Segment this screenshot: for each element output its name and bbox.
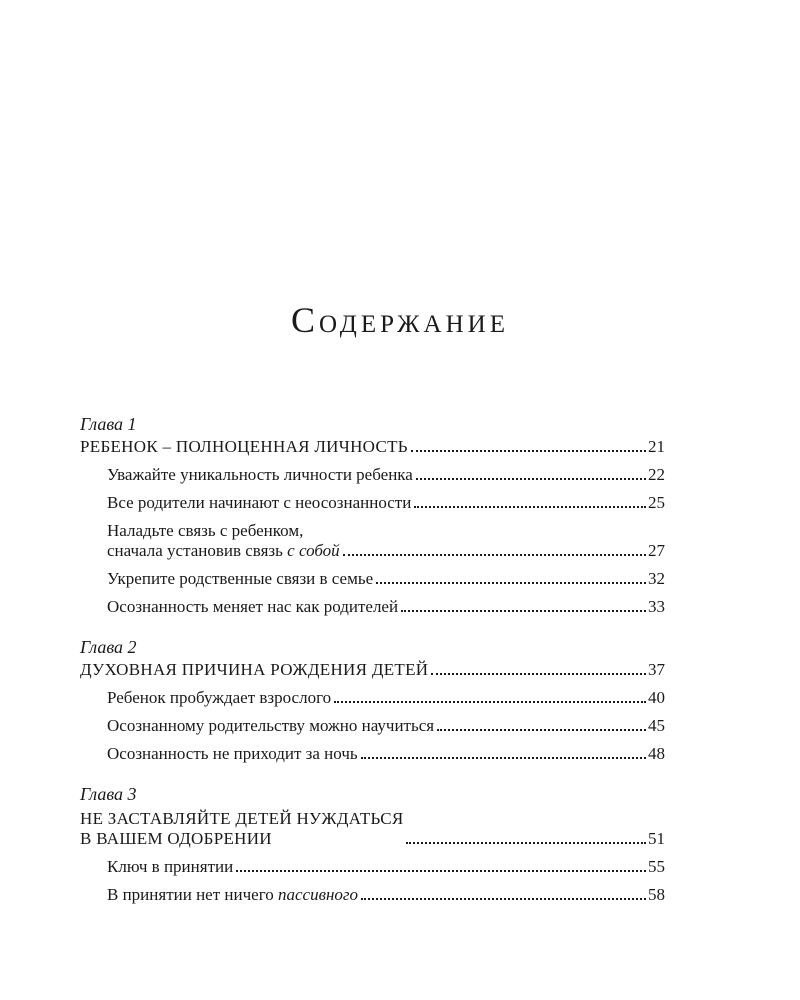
chapter-heading: Глава 2: [80, 637, 137, 657]
dot-leader: [414, 506, 646, 508]
section-entry: [80, 708, 665, 736]
dot-leader: [411, 450, 646, 452]
section-entry: [80, 513, 665, 561]
section-title: Осознанному родительству можно научиться: [107, 716, 435, 735]
section-title: Укрепите родственные связи в семье: [107, 569, 374, 588]
section-entry: [80, 457, 665, 485]
dot-leader: [416, 478, 646, 480]
dot-leader: [406, 842, 646, 844]
section-title: Уважайте уникальность личности ребенка: [107, 465, 413, 484]
section-title: Все родители начинают с неосознанности: [107, 493, 412, 512]
dot-leader: [334, 701, 646, 703]
section-entry: [80, 680, 665, 708]
section-title-line1: Наладьте связь с ребенком,: [107, 521, 304, 540]
section-title-line2-italic: с собой: [287, 541, 340, 560]
page-number: 40: [648, 688, 665, 707]
chapter-block: [80, 413, 665, 617]
section-title: Осознанность не приходит за ночь: [107, 744, 358, 763]
dot-leader: [236, 870, 646, 872]
dot-leader: [361, 757, 646, 759]
chapter-title-entry: [80, 658, 665, 680]
section-entry: [80, 736, 665, 764]
chapter-title: РЕБЕНОК – ПОЛНОЦЕННАЯ ЛИЧНОСТЬ: [80, 437, 408, 456]
chapter-title-line1: НЕ ЗАСТАВЛЯЙТЕ ДЕТЕЙ НУЖДАТЬСЯ: [80, 809, 404, 828]
page-number: 55: [648, 857, 665, 876]
page-number: 51: [648, 829, 665, 848]
section-title: Ключ в принятии: [107, 857, 234, 876]
section-title: Ребенок пробуждает взрослого: [107, 688, 332, 707]
page-number: 45: [648, 716, 665, 735]
section-entry: [80, 485, 665, 513]
chapter-title: [80, 809, 403, 849]
section-title: [107, 885, 358, 905]
section-title-italic: пассивного: [278, 885, 359, 904]
page-number: 48: [648, 744, 665, 763]
page-title: Содержание: [290, 300, 509, 340]
section-title: [107, 521, 340, 561]
section-title-plain: В принятии нет ничего: [107, 885, 278, 904]
chapter-heading: Глава 1: [80, 414, 137, 434]
chapter-block: [80, 636, 665, 764]
page-number: 32: [648, 569, 665, 588]
dot-leader: [376, 582, 646, 584]
page-number: 22: [648, 465, 665, 484]
dot-leader: [437, 729, 646, 731]
page-number: 33: [648, 597, 665, 616]
page-number: 58: [648, 885, 665, 904]
section-entry: [80, 561, 665, 589]
chapter-title-line2: В ВАШЕМ ОДОБРЕНИИ: [80, 829, 272, 848]
section-entry: [80, 589, 665, 617]
dot-leader: [343, 554, 646, 556]
dot-leader: [431, 673, 646, 675]
section-title: Осознанность меняет нас как родителей: [107, 597, 399, 616]
dot-leader: [401, 610, 646, 612]
section-entry: [80, 877, 665, 905]
section-title-line2: [107, 541, 340, 561]
page-number: 25: [648, 493, 665, 512]
section-entry: [80, 849, 665, 877]
chapter-title-entry: [80, 435, 665, 457]
chapter-block: [80, 783, 665, 905]
page-number: 27: [648, 541, 665, 560]
dot-leader: [361, 898, 646, 900]
page-number: 37: [648, 660, 665, 679]
chapter-title-entry: [80, 805, 665, 849]
section-title-line2-plain: сначала установив связь: [107, 541, 288, 560]
page-number: 21: [648, 437, 665, 456]
chapter-title: ДУХОВНАЯ ПРИЧИНА РОЖДЕНИЯ ДЕТЕЙ: [80, 660, 429, 679]
chapter-heading: Глава 3: [80, 784, 137, 804]
